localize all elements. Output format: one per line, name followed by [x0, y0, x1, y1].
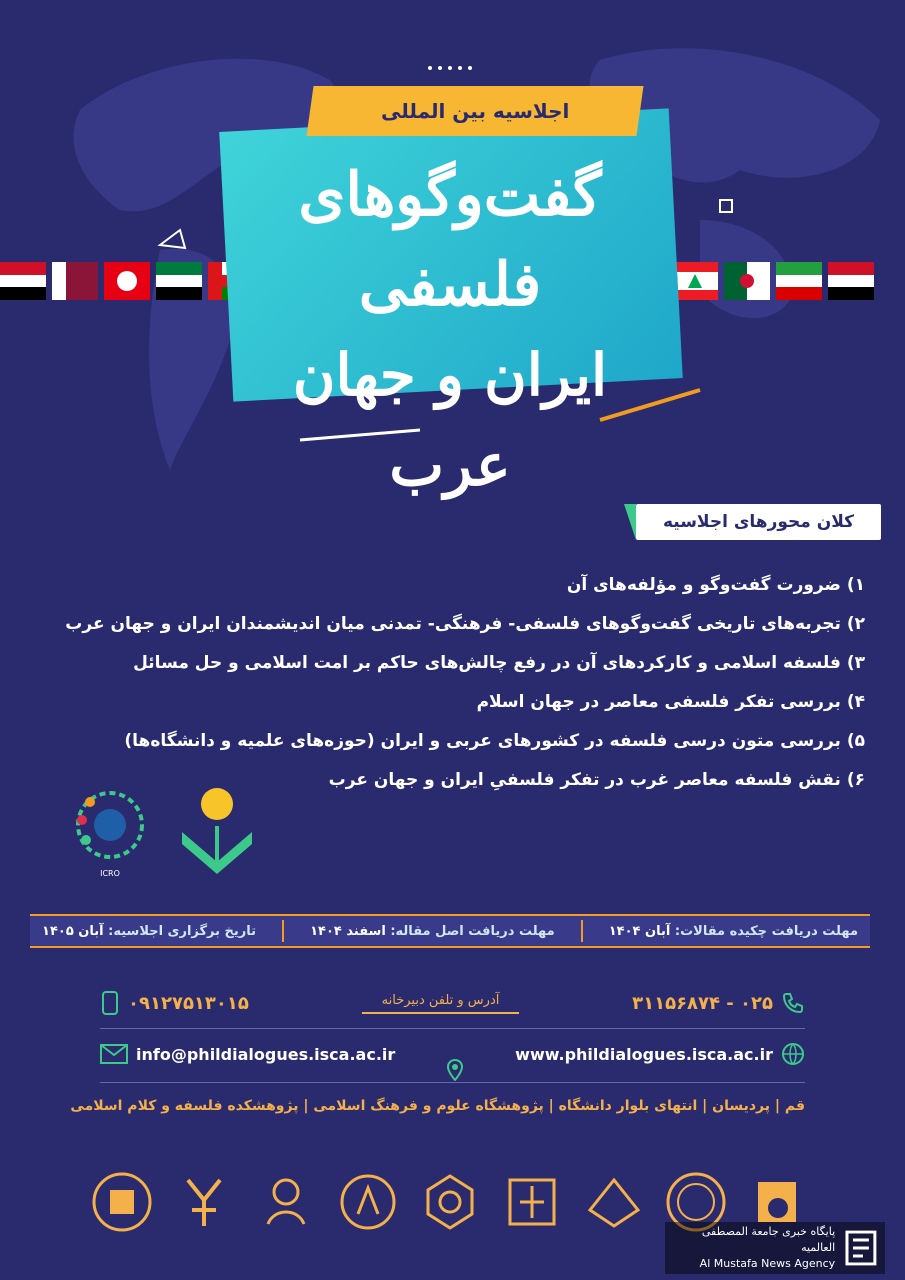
web-row	[100, 1042, 805, 1066]
syria-flag-icon	[156, 262, 202, 300]
arab-flags-left	[0, 262, 254, 302]
subtitle-banner	[306, 86, 643, 136]
dates-bar	[30, 914, 870, 948]
news-agency-watermark	[665, 1222, 885, 1274]
shiraz-university-logo-icon	[254, 1170, 318, 1234]
partner-logo-icon	[90, 1170, 154, 1234]
lebanon-flag-icon	[672, 262, 718, 300]
qom-university-logo-icon	[336, 1170, 400, 1234]
topic-item: ۴) بررسی تفکر فلسفی معاصر در جهان اسلام	[476, 692, 865, 712]
globe-icon	[781, 1042, 805, 1066]
mobile-phone[interactable]: ۰۹۱۲۷۵۱۳۰۱۵	[128, 992, 249, 1014]
main-title	[240, 150, 660, 510]
phone-row	[100, 990, 805, 1016]
address: قم | پردیسان | انتهای بلوار دانشگاه | پژوهشگاه علوم و فرهنگ اسلامی | پژوهشکده فلسفه و کلام اسلامی	[70, 1098, 805, 1114]
divider	[100, 1082, 805, 1083]
iran-flag-icon	[776, 262, 822, 300]
divider	[100, 1028, 805, 1029]
email-link[interactable]: info@phildialogues.isca.ac.ir	[136, 1044, 396, 1064]
contact-label: آدرس و تلفن دبیرخانه	[362, 993, 520, 1014]
title-line-1: گفت‌وگوهای فلسفی	[298, 160, 602, 320]
mobile-icon	[100, 990, 120, 1016]
watermark-arabic: پایگاه خبری جامعة المصطفی العالمیه	[701, 1225, 836, 1254]
mail-icon	[100, 1044, 128, 1064]
topic-item: ۵) بررسی متون درسی فلسفه در کشورهای عربی و ایران (حوزه‌های علمیه و دانشگاه‌ها)	[124, 731, 865, 751]
watermark-english: Al Mustafa News Agency	[699, 1257, 836, 1270]
intercultural-dialogue-logo	[60, 780, 160, 890]
topic-item: ۱) ضرورت گفت‌وگو و مؤلفه‌های آن	[566, 575, 865, 595]
section-heading	[636, 504, 881, 540]
algeria-flag-icon	[724, 262, 770, 300]
qatar-flag-icon	[52, 262, 98, 300]
website-link[interactable]: www.phildialogues.isca.ac.ir	[515, 1044, 773, 1064]
abstract-deadline: مهلت دریافت چکیده مقالات: آبان ۱۴۰۴	[608, 923, 858, 939]
office-phone[interactable]: ۰۲۵ - ۳۱۱۵۶۸۷۴	[632, 992, 773, 1014]
topics-list	[25, 566, 865, 800]
title-line-2: ایران و جهان عرب	[292, 341, 608, 499]
topic-item: ۲) تجربه‌های تاریخی گفت‌وگوهای فلسفی- فرهنگی- تمدنی میان اندیشمندان ایران و جهان عرب	[65, 614, 865, 634]
religions-university-logo-icon	[418, 1170, 482, 1234]
location-icon	[447, 1059, 463, 1081]
culture-organization-logo-icon	[500, 1170, 564, 1234]
islamic-sciences-academy-logo	[172, 782, 262, 892]
news-agency-logo-icon	[843, 1228, 879, 1268]
partner-logo-icon	[172, 1170, 236, 1234]
paper-deadline: مهلت دریافت اصل مقاله: اسفند ۱۴۰۴	[310, 923, 555, 939]
phone-icon	[781, 991, 805, 1015]
svg-text:ICRO: ICRO	[100, 869, 120, 878]
iraq-flag-icon	[828, 262, 874, 300]
conference-date: تاریخ برگزاری اجلاسیه: آبان ۱۴۰۵	[42, 923, 257, 939]
tunisia-flag-icon	[104, 262, 150, 300]
topic-item: ۳) فلسفه اسلامی و کارکردهای آن در رفع چالش‌های حاکم بر امت اسلامی و حل مسائل	[133, 653, 865, 673]
subtitle: اجلاسیه بین المللی	[380, 99, 570, 123]
egypt-flag-icon	[0, 262, 46, 300]
section-title: کلان محورهای اجلاسیه	[662, 512, 855, 532]
research-institute-logo-icon	[582, 1170, 646, 1234]
arab-flags-right	[672, 262, 874, 302]
topic-item: ۶) نقش فلسفه معاصر غرب در تفکر فلسفیِ ایران و جهان عرب	[328, 770, 865, 790]
